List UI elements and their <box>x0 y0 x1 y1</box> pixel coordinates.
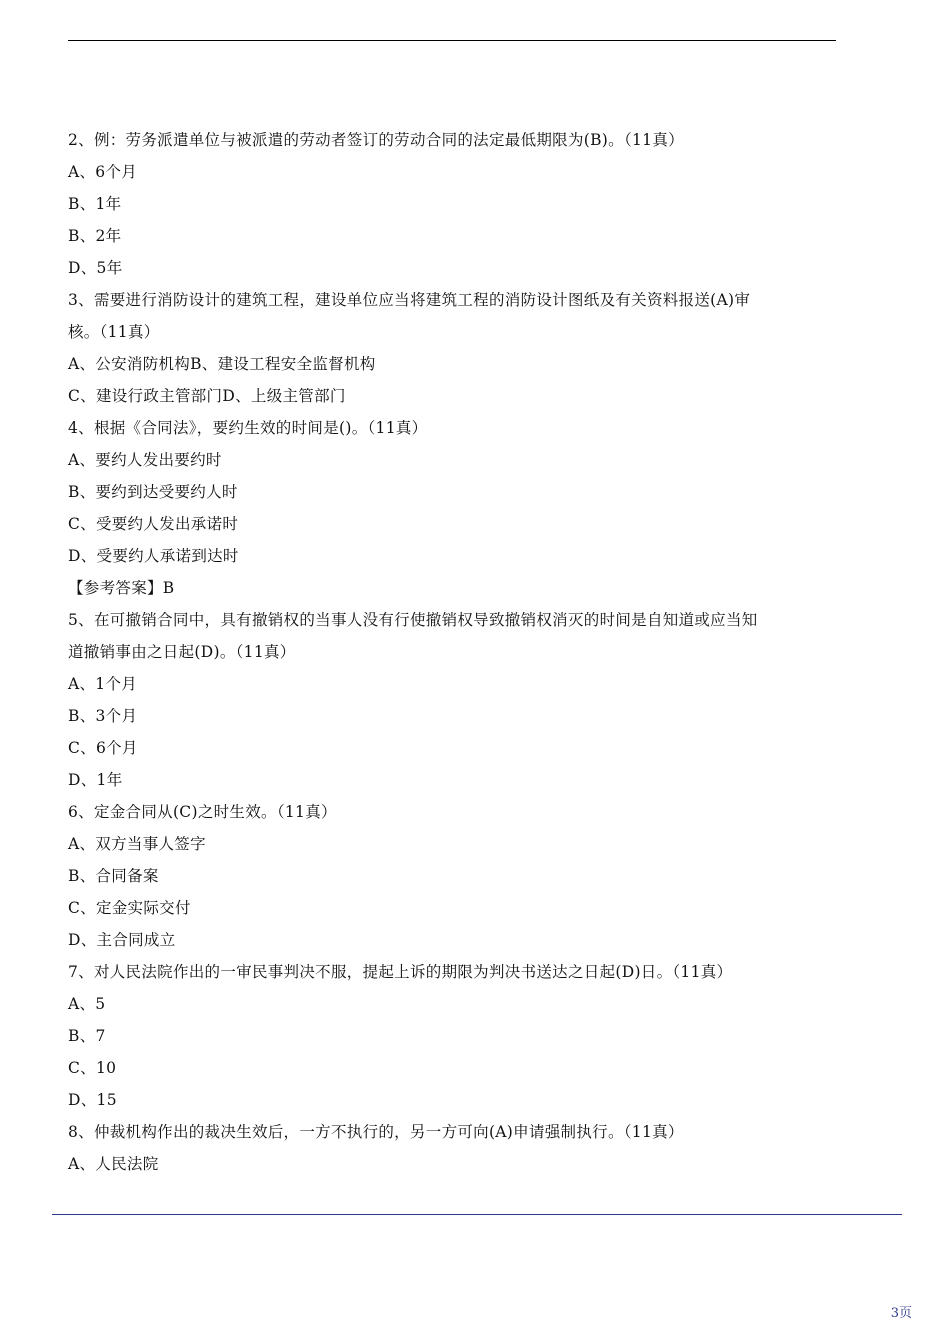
option-text: C、定金实际交付 <box>68 899 191 917</box>
question-text-continued: 道撤销事由之日起(D)。（11真） <box>68 643 296 661</box>
question-text: 3、需要进行消防设计的建筑工程，建设单位应当将建筑工程的消防设计图纸及有关资料报送(A)审 <box>68 291 751 309</box>
option-text: A、人民法院 <box>68 1155 159 1173</box>
option-text: A、6个月 <box>68 163 138 181</box>
option-text: B、合同备案 <box>68 867 159 885</box>
document-body <box>68 124 838 1180</box>
option-text: D、1年 <box>68 771 123 789</box>
footer-rule <box>52 1214 902 1215</box>
question-text: 6、定金合同从(C)之时生效。（11真） <box>68 803 337 821</box>
option-text: D、15 <box>68 1091 117 1109</box>
option-text: B、1年 <box>68 195 122 213</box>
question-text: 8、仲裁机构作出的裁决生效后，一方不执行的，另一方可向(A)申请强制执行。（11真） <box>68 1123 684 1141</box>
option-text: A、5 <box>68 995 106 1013</box>
option-text: C、受要约人发出承诺时 <box>68 515 239 533</box>
option-text: B、2年 <box>68 227 122 245</box>
question-text: 7、对人民法院作出的一审民事判决不服，提起上诉的期限为判决书送达之日起(D)日。（11真） <box>68 963 733 981</box>
header-rule <box>68 40 836 41</box>
option-text: C、10 <box>68 1059 117 1077</box>
page-number: 3页 <box>890 1306 912 1321</box>
question-text: 2、例：劳务派遣单位与被派遣的劳动者签订的劳动合同的法定最低期限为(B)。（11真） <box>68 131 684 149</box>
question-text: 4、根据《合同法》，要约生效的时间是()。（11真） <box>68 419 428 437</box>
question-text-continued: 核。（11真） <box>68 323 160 341</box>
option-text: A、要约人发出要约时 <box>68 451 222 469</box>
option-text: D、主合同成立 <box>68 931 176 949</box>
option-text: A、1个月 <box>68 675 138 693</box>
option-text: A、双方当事人签字 <box>68 835 206 853</box>
option-text: B、7 <box>68 1027 106 1045</box>
option-text: B、3个月 <box>68 707 138 725</box>
option-text: B、要约到达受要约人时 <box>68 483 238 501</box>
option-text: C、6个月 <box>68 739 138 757</box>
option-text: D、5年 <box>68 259 123 277</box>
option-text: C、建设行政主管部门D、上级主管部门 <box>68 387 346 405</box>
option-text: A、公安消防机构B、建设工程安全监督机构 <box>68 355 376 373</box>
option-text: D、受要约人承诺到达时 <box>68 547 239 565</box>
answer-text: 【参考答案】B <box>68 579 175 597</box>
question-text: 5、在可撤销合同中，具有撤销权的当事人没有行使撤销权导致撤销权消灭的时间是自知道或应当知 <box>68 611 758 629</box>
